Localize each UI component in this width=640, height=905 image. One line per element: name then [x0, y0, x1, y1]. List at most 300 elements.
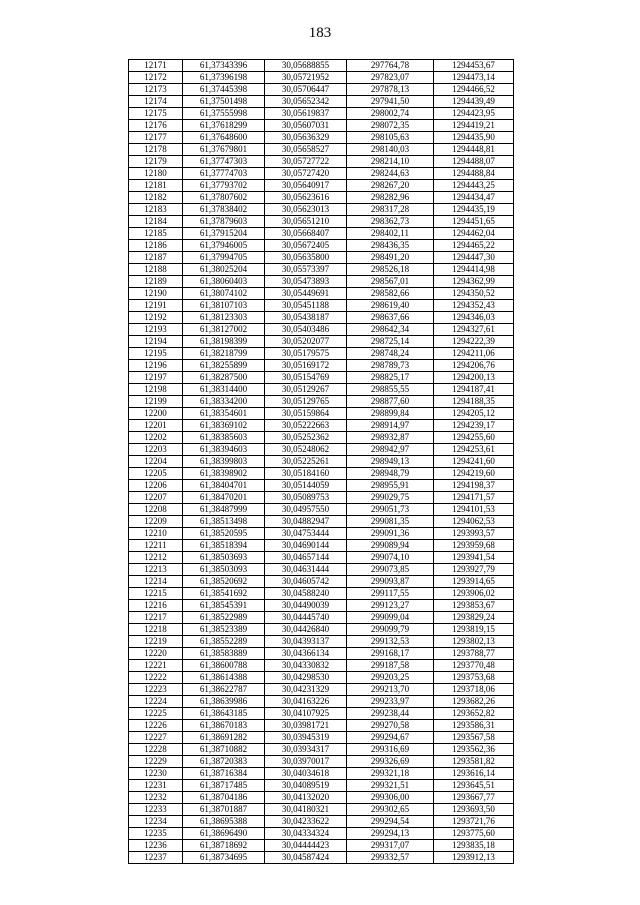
table-row: [129, 312, 514, 324]
latitude-cell: 61,37915204: [183, 228, 265, 240]
y-coordinate-cell: 1293912,13: [434, 852, 514, 864]
table-row: [129, 216, 514, 228]
x-coordinate-cell: 298899,84: [347, 408, 434, 420]
longitude-cell: 30,05169172: [265, 360, 347, 372]
table-row: [129, 384, 514, 396]
y-coordinate-cell: 1294200,13: [434, 372, 514, 384]
table-row: [129, 360, 514, 372]
y-coordinate-cell: 1293941,54: [434, 552, 514, 564]
x-coordinate-cell: 298825,17: [347, 372, 434, 384]
y-coordinate-cell: 1294473,14: [434, 72, 514, 84]
x-coordinate-cell: 298362,73: [347, 216, 434, 228]
point-number-cell: 12225: [129, 708, 183, 720]
longitude-cell: 30,04957550: [265, 504, 347, 516]
point-number-cell: 12172: [129, 72, 183, 84]
y-coordinate-cell: 1294488,84: [434, 168, 514, 180]
longitude-cell: 30,05129765: [265, 396, 347, 408]
y-coordinate-cell: 1294451,65: [434, 216, 514, 228]
y-coordinate-cell: 1293721,76: [434, 816, 514, 828]
x-coordinate-cell: 298949,13: [347, 456, 434, 468]
latitude-cell: 61,38734695: [183, 852, 265, 864]
y-coordinate-cell: 1293682,26: [434, 696, 514, 708]
longitude-cell: 30,05438187: [265, 312, 347, 324]
y-coordinate-cell: 1294187,41: [434, 384, 514, 396]
x-coordinate-cell: 299294,54: [347, 816, 434, 828]
x-coordinate-cell: 298942,97: [347, 444, 434, 456]
point-number-cell: 12209: [129, 516, 183, 528]
y-coordinate-cell: 1294241,60: [434, 456, 514, 468]
longitude-cell: 30,04657144: [265, 552, 347, 564]
y-coordinate-cell: 1293914,65: [434, 576, 514, 588]
latitude-cell: 61,37793702: [183, 180, 265, 192]
latitude-cell: 61,37994705: [183, 252, 265, 264]
longitude-cell: 30,05225261: [265, 456, 347, 468]
x-coordinate-cell: 299051,73: [347, 504, 434, 516]
table-row: [129, 840, 514, 852]
table-row: [129, 684, 514, 696]
y-coordinate-cell: 1294434,47: [434, 192, 514, 204]
latitude-cell: 61,37774703: [183, 168, 265, 180]
latitude-cell: 61,38404701: [183, 480, 265, 492]
y-coordinate-cell: 1294062,53: [434, 516, 514, 528]
y-coordinate-cell: 1293835,18: [434, 840, 514, 852]
longitude-cell: 30,04330832: [265, 660, 347, 672]
x-coordinate-cell: 298317,28: [347, 204, 434, 216]
latitude-cell: 61,38717485: [183, 780, 265, 792]
latitude-cell: 61,37555998: [183, 108, 265, 120]
table-row: [129, 636, 514, 648]
x-coordinate-cell: 298491,20: [347, 252, 434, 264]
longitude-cell: 30,05636329: [265, 132, 347, 144]
longitude-cell: 30,04426840: [265, 624, 347, 636]
table-row: [129, 168, 514, 180]
y-coordinate-cell: 1293693,50: [434, 804, 514, 816]
latitude-cell: 61,38060403: [183, 276, 265, 288]
x-coordinate-cell: 298914,97: [347, 420, 434, 432]
point-number-cell: 12199: [129, 396, 183, 408]
x-coordinate-cell: 298567,01: [347, 276, 434, 288]
y-coordinate-cell: 1294462,04: [434, 228, 514, 240]
table-row: [129, 84, 514, 96]
longitude-cell: 30,04605742: [265, 576, 347, 588]
x-coordinate-cell: 299091,36: [347, 528, 434, 540]
table-row: [129, 504, 514, 516]
coordinates-table-body: [129, 60, 514, 864]
x-coordinate-cell: 298637,66: [347, 312, 434, 324]
x-coordinate-cell: 299132,53: [347, 636, 434, 648]
y-coordinate-cell: 1294423,95: [434, 108, 514, 120]
point-number-cell: 12171: [129, 60, 183, 72]
longitude-cell: 30,05727420: [265, 168, 347, 180]
table-row: [129, 408, 514, 420]
latitude-cell: 61,38522989: [183, 612, 265, 624]
longitude-cell: 30,04089519: [265, 780, 347, 792]
x-coordinate-cell: 298582,66: [347, 288, 434, 300]
table-row: [129, 132, 514, 144]
table-row: [129, 732, 514, 744]
latitude-cell: 61,38718692: [183, 840, 265, 852]
latitude-cell: 61,38385603: [183, 432, 265, 444]
longitude-cell: 30,05222663: [265, 420, 347, 432]
longitude-cell: 30,04588240: [265, 588, 347, 600]
y-coordinate-cell: 1293718,06: [434, 684, 514, 696]
y-coordinate-cell: 1294255,60: [434, 432, 514, 444]
y-coordinate-cell: 1293853,67: [434, 600, 514, 612]
x-coordinate-cell: 299332,57: [347, 852, 434, 864]
y-coordinate-cell: 1294453,67: [434, 60, 514, 72]
table-row: [129, 780, 514, 792]
x-coordinate-cell: 297878,13: [347, 84, 434, 96]
longitude-cell: 30,04444423: [265, 840, 347, 852]
table-row: [129, 456, 514, 468]
x-coordinate-cell: 298267,20: [347, 180, 434, 192]
y-coordinate-cell: 1293652,82: [434, 708, 514, 720]
longitude-cell: 30,05635800: [265, 252, 347, 264]
latitude-cell: 61,38314400: [183, 384, 265, 396]
latitude-cell: 61,38074102: [183, 288, 265, 300]
latitude-cell: 61,38399803: [183, 456, 265, 468]
table-row: [129, 528, 514, 540]
y-coordinate-cell: 1294419,21: [434, 120, 514, 132]
x-coordinate-cell: 299213,70: [347, 684, 434, 696]
longitude-cell: 30,04445740: [265, 612, 347, 624]
longitude-cell: 30,05202077: [265, 336, 347, 348]
x-coordinate-cell: 299321,18: [347, 768, 434, 780]
table-row: [129, 792, 514, 804]
longitude-cell: 30,03945319: [265, 732, 347, 744]
latitude-cell: 61,38503693: [183, 552, 265, 564]
point-number-cell: 12236: [129, 840, 183, 852]
longitude-cell: 30,05619837: [265, 108, 347, 120]
latitude-cell: 61,38643185: [183, 708, 265, 720]
latitude-cell: 61,38398902: [183, 468, 265, 480]
y-coordinate-cell: 1293562,36: [434, 744, 514, 756]
y-coordinate-cell: 1294447,30: [434, 252, 514, 264]
longitude-cell: 30,05652342: [265, 96, 347, 108]
longitude-cell: 30,05573397: [265, 264, 347, 276]
table-row: [129, 108, 514, 120]
y-coordinate-cell: 1294101,53: [434, 504, 514, 516]
x-coordinate-cell: 299117,55: [347, 588, 434, 600]
y-coordinate-cell: 1293667,77: [434, 792, 514, 804]
latitude-cell: 61,38287500: [183, 372, 265, 384]
longitude-cell: 30,04366134: [265, 648, 347, 660]
table-row: [129, 156, 514, 168]
table-row: [129, 96, 514, 108]
point-number-cell: 12235: [129, 828, 183, 840]
point-number-cell: 12211: [129, 540, 183, 552]
y-coordinate-cell: 1293770,48: [434, 660, 514, 672]
table-row: [129, 564, 514, 576]
point-number-cell: 12182: [129, 192, 183, 204]
point-number-cell: 12234: [129, 816, 183, 828]
table-row: [129, 324, 514, 336]
point-number-cell: 12223: [129, 684, 183, 696]
y-coordinate-cell: 1293753,68: [434, 672, 514, 684]
table-row: [129, 192, 514, 204]
point-number-cell: 12218: [129, 624, 183, 636]
latitude-cell: 61,38720383: [183, 756, 265, 768]
table-row: [129, 708, 514, 720]
longitude-cell: 30,05403486: [265, 324, 347, 336]
x-coordinate-cell: 298140,03: [347, 144, 434, 156]
latitude-cell: 61,38716384: [183, 768, 265, 780]
latitude-cell: 61,38552289: [183, 636, 265, 648]
point-number-cell: 12197: [129, 372, 183, 384]
point-number-cell: 12200: [129, 408, 183, 420]
x-coordinate-cell: 299321,51: [347, 780, 434, 792]
point-number-cell: 12188: [129, 264, 183, 276]
latitude-cell: 61,38600788: [183, 660, 265, 672]
x-coordinate-cell: 299099,79: [347, 624, 434, 636]
point-number-cell: 12183: [129, 204, 183, 216]
longitude-cell: 30,04233622: [265, 816, 347, 828]
table-row: [129, 828, 514, 840]
longitude-cell: 30,05144059: [265, 480, 347, 492]
longitude-cell: 30,05451188: [265, 300, 347, 312]
table-row: [129, 852, 514, 864]
point-number-cell: 12214: [129, 576, 183, 588]
longitude-cell: 30,04132020: [265, 792, 347, 804]
latitude-cell: 61,37879603: [183, 216, 265, 228]
table-row: [129, 480, 514, 492]
latitude-cell: 61,38127002: [183, 324, 265, 336]
y-coordinate-cell: 1294466,52: [434, 84, 514, 96]
point-number-cell: 12174: [129, 96, 183, 108]
x-coordinate-cell: 299029,75: [347, 492, 434, 504]
latitude-cell: 61,38518394: [183, 540, 265, 552]
table-row: [129, 588, 514, 600]
x-coordinate-cell: 299306,00: [347, 792, 434, 804]
table-row: [129, 336, 514, 348]
x-coordinate-cell: 299270,58: [347, 720, 434, 732]
point-number-cell: 12204: [129, 456, 183, 468]
latitude-cell: 61,38704186: [183, 792, 265, 804]
latitude-cell: 61,37807602: [183, 192, 265, 204]
latitude-cell: 61,38670183: [183, 720, 265, 732]
longitude-cell: 30,04334324: [265, 828, 347, 840]
y-coordinate-cell: 1293581,82: [434, 756, 514, 768]
y-coordinate-cell: 1294448,81: [434, 144, 514, 156]
y-coordinate-cell: 1294435,90: [434, 132, 514, 144]
longitude-cell: 30,05668407: [265, 228, 347, 240]
y-coordinate-cell: 1294465,22: [434, 240, 514, 252]
y-coordinate-cell: 1293993,57: [434, 528, 514, 540]
x-coordinate-cell: 297823,07: [347, 72, 434, 84]
x-coordinate-cell: 298725,14: [347, 336, 434, 348]
x-coordinate-cell: 298855,55: [347, 384, 434, 396]
y-coordinate-cell: 1294188,35: [434, 396, 514, 408]
y-coordinate-cell: 1294439,49: [434, 96, 514, 108]
latitude-cell: 61,38691282: [183, 732, 265, 744]
longitude-cell: 30,04163226: [265, 696, 347, 708]
table-row: [129, 372, 514, 384]
table-row: [129, 600, 514, 612]
y-coordinate-cell: 1294443,25: [434, 180, 514, 192]
latitude-cell: 61,38695388: [183, 816, 265, 828]
longitude-cell: 30,05607031: [265, 120, 347, 132]
latitude-cell: 61,37838402: [183, 204, 265, 216]
y-coordinate-cell: 1294253,61: [434, 444, 514, 456]
point-number-cell: 12215: [129, 588, 183, 600]
table-row: [129, 468, 514, 480]
x-coordinate-cell: 299203,25: [347, 672, 434, 684]
longitude-cell: 30,05248062: [265, 444, 347, 456]
table-row: [129, 576, 514, 588]
y-coordinate-cell: 1293775,60: [434, 828, 514, 840]
table-row: [129, 300, 514, 312]
x-coordinate-cell: 299326,69: [347, 756, 434, 768]
y-coordinate-cell: 1294352,43: [434, 300, 514, 312]
longitude-cell: 30,04587424: [265, 852, 347, 864]
y-coordinate-cell: 1293788,77: [434, 648, 514, 660]
point-number-cell: 12198: [129, 384, 183, 396]
y-coordinate-cell: 1293616,14: [434, 768, 514, 780]
latitude-cell: 61,38354601: [183, 408, 265, 420]
table-row: [129, 516, 514, 528]
x-coordinate-cell: 298002,74: [347, 108, 434, 120]
point-number-cell: 12185: [129, 228, 183, 240]
x-coordinate-cell: 298526,18: [347, 264, 434, 276]
point-number-cell: 12173: [129, 84, 183, 96]
table-row: [129, 696, 514, 708]
point-number-cell: 12217: [129, 612, 183, 624]
longitude-cell: 30,04393137: [265, 636, 347, 648]
x-coordinate-cell: 298932,87: [347, 432, 434, 444]
longitude-cell: 30,04231329: [265, 684, 347, 696]
point-number-cell: 12202: [129, 432, 183, 444]
table-row: [129, 744, 514, 756]
table-row: [129, 276, 514, 288]
table-row: [129, 444, 514, 456]
point-number-cell: 12194: [129, 336, 183, 348]
table-row: [129, 228, 514, 240]
longitude-cell: 30,05623013: [265, 204, 347, 216]
point-number-cell: 12205: [129, 468, 183, 480]
table-row: [129, 624, 514, 636]
longitude-cell: 30,04107925: [265, 708, 347, 720]
table-row: [129, 804, 514, 816]
coordinates-table: [128, 59, 514, 864]
x-coordinate-cell: 298642,34: [347, 324, 434, 336]
y-coordinate-cell: 1294211,06: [434, 348, 514, 360]
point-number-cell: 12184: [129, 216, 183, 228]
table-row: [129, 204, 514, 216]
longitude-cell: 30,04631444: [265, 564, 347, 576]
x-coordinate-cell: 297941,50: [347, 96, 434, 108]
point-number-cell: 12237: [129, 852, 183, 864]
point-number-cell: 12222: [129, 672, 183, 684]
point-number-cell: 12220: [129, 648, 183, 660]
table-row: [129, 288, 514, 300]
point-number-cell: 12187: [129, 252, 183, 264]
longitude-cell: 30,03970017: [265, 756, 347, 768]
table-row: [129, 552, 514, 564]
longitude-cell: 30,05159864: [265, 408, 347, 420]
latitude-cell: 61,38218799: [183, 348, 265, 360]
longitude-cell: 30,05640917: [265, 180, 347, 192]
latitude-cell: 61,38025204: [183, 264, 265, 276]
latitude-cell: 61,38583889: [183, 648, 265, 660]
longitude-cell: 30,05623616: [265, 192, 347, 204]
x-coordinate-cell: 299089,94: [347, 540, 434, 552]
x-coordinate-cell: 298748,24: [347, 348, 434, 360]
x-coordinate-cell: 299093,87: [347, 576, 434, 588]
longitude-cell: 30,05727722: [265, 156, 347, 168]
point-number-cell: 12193: [129, 324, 183, 336]
longitude-cell: 30,04490039: [265, 600, 347, 612]
table-row: [129, 756, 514, 768]
point-number-cell: 12227: [129, 732, 183, 744]
y-coordinate-cell: 1294206,76: [434, 360, 514, 372]
point-number-cell: 12176: [129, 120, 183, 132]
y-coordinate-cell: 1293959,68: [434, 540, 514, 552]
table-row: [129, 660, 514, 672]
y-coordinate-cell: 1294362,99: [434, 276, 514, 288]
point-number-cell: 12206: [129, 480, 183, 492]
longitude-cell: 30,04690144: [265, 540, 347, 552]
point-number-cell: 12207: [129, 492, 183, 504]
y-coordinate-cell: 1293567,58: [434, 732, 514, 744]
y-coordinate-cell: 1293586,31: [434, 720, 514, 732]
longitude-cell: 30,03981721: [265, 720, 347, 732]
point-number-cell: 12212: [129, 552, 183, 564]
table-row: [129, 396, 514, 408]
latitude-cell: 61,37501498: [183, 96, 265, 108]
x-coordinate-cell: 298282,96: [347, 192, 434, 204]
point-number-cell: 12221: [129, 660, 183, 672]
x-coordinate-cell: 299081,35: [347, 516, 434, 528]
latitude-cell: 61,38545391: [183, 600, 265, 612]
point-number-cell: 12203: [129, 444, 183, 456]
table-row: [129, 348, 514, 360]
latitude-cell: 61,37343396: [183, 60, 265, 72]
longitude-cell: 30,04298530: [265, 672, 347, 684]
longitude-cell: 30,05184160: [265, 468, 347, 480]
latitude-cell: 61,38696490: [183, 828, 265, 840]
y-coordinate-cell: 1294350,52: [434, 288, 514, 300]
table-row: [129, 180, 514, 192]
latitude-cell: 61,38470201: [183, 492, 265, 504]
latitude-cell: 61,38520692: [183, 576, 265, 588]
y-coordinate-cell: 1294219,60: [434, 468, 514, 480]
x-coordinate-cell: 298877,60: [347, 396, 434, 408]
longitude-cell: 30,05179575: [265, 348, 347, 360]
table-row: [129, 144, 514, 156]
longitude-cell: 30,05252362: [265, 432, 347, 444]
point-number-cell: 12192: [129, 312, 183, 324]
y-coordinate-cell: 1293802,13: [434, 636, 514, 648]
latitude-cell: 61,38487999: [183, 504, 265, 516]
point-number-cell: 12189: [129, 276, 183, 288]
point-number-cell: 12190: [129, 288, 183, 300]
longitude-cell: 30,05473893: [265, 276, 347, 288]
table-row: [129, 72, 514, 84]
x-coordinate-cell: 297764,78: [347, 60, 434, 72]
y-coordinate-cell: 1293645,51: [434, 780, 514, 792]
point-number-cell: 12196: [129, 360, 183, 372]
x-coordinate-cell: 299316,69: [347, 744, 434, 756]
latitude-cell: 61,38614388: [183, 672, 265, 684]
longitude-cell: 30,04034618: [265, 768, 347, 780]
y-coordinate-cell: 1294198,37: [434, 480, 514, 492]
longitude-cell: 30,05672405: [265, 240, 347, 252]
latitude-cell: 61,38394603: [183, 444, 265, 456]
point-number-cell: 12232: [129, 792, 183, 804]
latitude-cell: 61,38701887: [183, 804, 265, 816]
latitude-cell: 61,37648600: [183, 132, 265, 144]
longitude-cell: 30,05154769: [265, 372, 347, 384]
